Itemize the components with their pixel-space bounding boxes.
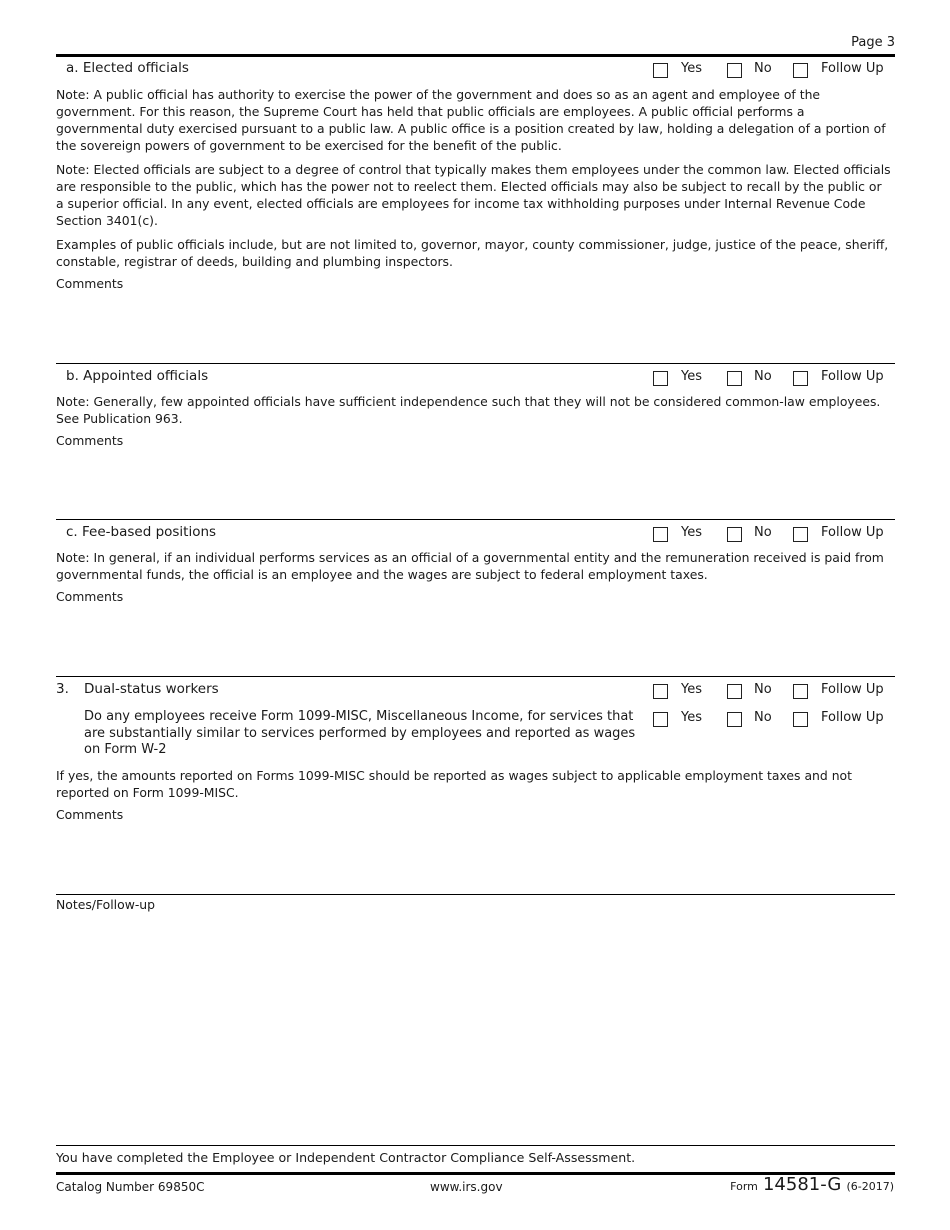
section-c-comments-label: Comments: [56, 589, 124, 604]
top-rule: [56, 54, 895, 57]
section-b-comments-label: Comments: [56, 433, 124, 448]
catalog-number: Catalog Number 69850C: [56, 1180, 205, 1194]
section-a-comments-field[interactable]: [56, 294, 895, 358]
section-a-comments-label: Comments: [56, 276, 124, 291]
section-3-title: Dual-status workers: [84, 681, 219, 697]
section-b-follow-up-label: Follow Up: [821, 369, 884, 384]
section-3-number: 3.: [56, 681, 69, 697]
section-3-question-yes-label: Yes: [681, 710, 702, 725]
divider: [56, 519, 895, 520]
form-prefix: Form: [730, 1180, 758, 1193]
section-a-letter: a.: [66, 60, 79, 76]
section-3-question: Do any employees receive Form 1099-MISC, Miscellaneous Income, for services that are substantially similar to services performed by employees and reported as wages on Form W-2: [84, 709, 636, 757]
section-a-heading: [66, 60, 189, 76]
section-3-question-no-label: No: [754, 710, 772, 725]
notes-field[interactable]: [56, 915, 895, 1140]
form-identifier: [730, 1174, 894, 1195]
section-b-follow-up-checkbox[interactable]: [793, 371, 808, 386]
section-b-no-checkbox[interactable]: [727, 371, 742, 386]
section-a-follow-up-checkbox[interactable]: [793, 63, 808, 78]
section-3-question-no-checkbox[interactable]: [727, 712, 742, 727]
section-c-yes-checkbox[interactable]: [653, 527, 668, 542]
section-c-follow-up-checkbox[interactable]: [793, 527, 808, 542]
section-b-comments-field[interactable]: [56, 451, 895, 515]
section-3-follow-up-checkbox[interactable]: [793, 684, 808, 699]
section-a-yes-label: Yes: [681, 61, 702, 76]
form-number: 14581-G: [762, 1174, 842, 1195]
section-3-yes-label: Yes: [681, 682, 702, 697]
section-b-no-label: No: [754, 369, 772, 384]
section-c-no-checkbox[interactable]: [727, 527, 742, 542]
form-date: (6-2017): [846, 1180, 894, 1193]
section-c-comments-field[interactable]: [56, 607, 895, 673]
notes-label: Notes/Follow-up: [56, 897, 156, 912]
divider: [56, 676, 895, 677]
section-c-follow-up-label: Follow Up: [821, 525, 884, 540]
section-b-title: Appointed officials: [83, 368, 209, 384]
section-a-follow-up-label: Follow Up: [821, 61, 884, 76]
section-a-yes-checkbox[interactable]: [653, 63, 668, 78]
section-a-no-label: No: [754, 61, 772, 76]
section-c-yes-label: Yes: [681, 525, 702, 540]
section-c-note-1: Note: In general, if an individual performs services as an official of a governmental entity and the remuneration received is paid from governmental funds, the official is an employee and the wages are subject to federal employment taxes.: [56, 550, 884, 582]
section-b-note-1: Note: Generally, few appointed officials have sufficient independence such that they will not be considered common-law employees. See Publication 963.: [56, 394, 881, 426]
section-3-comments-field[interactable]: [56, 825, 895, 889]
section-3-question-follow-up-label: Follow Up: [821, 710, 884, 725]
section-c-title: Fee-based positions: [82, 524, 217, 540]
section-a-note-2: Note: Elected officials are subject to a degree of control that typically makes them employees under the common law. Elected officials are responsible to the public, which has the power not to reelect them. Elected officials may also be subject to recall by the public or a superior official. In any event, elected officials are employees for income tax withholding purposes under Internal Revenue Code Section 3401(c).: [56, 162, 891, 228]
section-3-follow-up-label: Follow Up: [821, 682, 884, 697]
divider: [56, 1145, 895, 1146]
completion-message: You have completed the Employee or Independent Contractor Compliance Self-Assessment.: [56, 1150, 636, 1165]
section-3-note-1: If yes, the amounts reported on Forms 1099-MISC should be reported as wages subject to applicable employment taxes and not reported on Form 1099-MISC.: [56, 768, 852, 800]
page-number: Page 3: [851, 35, 895, 50]
section-a-note-3: Examples of public officials include, but are not limited to, governor, mayor, county commissioner, judge, justice of the peace, sheriff, constable, registrar of deeds, building and plumbing inspectors.: [56, 237, 889, 269]
section-3-no-label: No: [754, 682, 772, 697]
section-c-letter: c.: [66, 524, 78, 540]
section-b-yes-checkbox[interactable]: [653, 371, 668, 386]
section-3-no-checkbox[interactable]: [727, 684, 742, 699]
section-b-letter: b.: [66, 368, 79, 384]
section-a-note-1: Note: A public official has authority to exercise the power of the government and does so as an agent and employee of the government. For this reason, the Supreme Court has held that public officials are employees. A public official performs a governmental duty exercised pursuant to a public law. A public office is a position created by law, holding a delegation of a portion of the sovereign powers of government to be exercised for the benefit of the public.: [56, 87, 886, 153]
section-b-yes-label: Yes: [681, 369, 702, 384]
section-b-heading: [66, 368, 208, 384]
section-3-question-yes-checkbox[interactable]: [653, 712, 668, 727]
section-3-question-follow-up-checkbox[interactable]: [793, 712, 808, 727]
section-a-title: Elected officials: [82, 60, 189, 76]
divider: [56, 894, 895, 895]
section-c-no-label: No: [754, 525, 772, 540]
section-a-no-checkbox[interactable]: [727, 63, 742, 78]
section-3-comments-label: Comments: [56, 807, 124, 822]
website-link[interactable]: www.irs.gov: [430, 1180, 503, 1194]
divider: [56, 363, 895, 364]
section-3-yes-checkbox[interactable]: [653, 684, 668, 699]
section-c-heading: [66, 524, 216, 540]
